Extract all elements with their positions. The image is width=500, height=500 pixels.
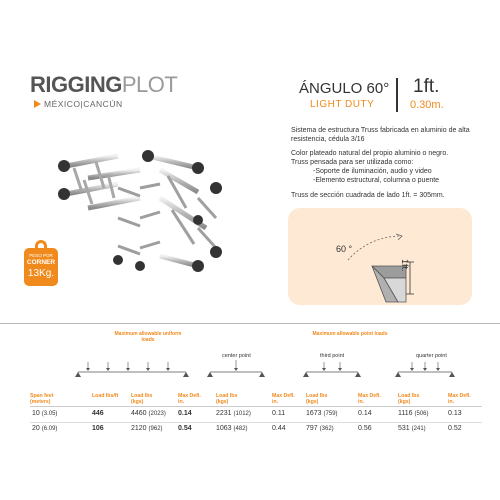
cell-c-load: 2231 (1012): [216, 410, 251, 417]
cell-c-defl: 0.44: [272, 425, 286, 432]
cell-span: 10: [32, 410, 40, 417]
truss-corner-image: [48, 148, 278, 288]
cell-u-ft: 106: [92, 425, 104, 432]
cell-u-kg: 4460 (2023): [131, 410, 166, 417]
cell-q-load: 531 (241): [398, 425, 426, 432]
point-loads-header: Maximum allowable point loads: [312, 331, 388, 337]
col-third-defl: Max Defl. in.: [358, 393, 381, 405]
center-point-label: center point: [222, 353, 251, 359]
title-divider: [396, 78, 398, 112]
size-feet: 1ft.: [413, 76, 440, 97]
col-center-load: Load lbs (kgs): [216, 393, 238, 405]
brand-name-a: RIGGING: [30, 72, 122, 97]
weight-line-a: PESO POR: [29, 253, 53, 258]
load-diagrams: [0, 340, 500, 380]
cell-t-defl: 0.56: [358, 425, 372, 432]
desc-p1: Sistema de estructura Truss fabricada en aluminio de alta resistencia, cédula 3/16: [291, 127, 470, 143]
play-icon: [34, 100, 41, 108]
col-quarter-defl: Max Defl. in.: [448, 393, 471, 405]
cell-u-kg: 2120 (962): [131, 425, 163, 432]
col-third-load: Load lbs (kgs): [306, 393, 328, 405]
col-uniform-defl: Max Defl. in.: [178, 393, 201, 405]
product-description: [291, 126, 471, 205]
cell-q-defl: 0.13: [448, 410, 462, 417]
desc-p2a: Color plateado natural del propio aluminio o negro.: [291, 150, 449, 157]
cell-c-defl: 0.11: [272, 410, 286, 417]
desc-p2c: -Soporte de iluminación, audio y video: [313, 168, 432, 175]
brand-name-b: PLOT: [121, 72, 178, 97]
cell-t-load: 1673 (759): [306, 410, 338, 417]
cell-span-m: (6.09): [41, 426, 58, 432]
weight-tag: [24, 238, 58, 288]
uniform-loads-header: Maximum allowable uniform loads: [114, 331, 182, 343]
angle-label: 60 °: [336, 244, 353, 254]
brand-subtitle: [34, 99, 123, 109]
third-point-label: third point: [320, 353, 345, 359]
product-title: ÁNGULO 60°: [299, 80, 390, 97]
weight-value: 13Kg.: [27, 268, 55, 279]
cell-t-load: 797 (362): [306, 425, 334, 432]
desc-p3: Truss de sección cuadrada de lado 1ft. = 305mm.: [291, 192, 445, 199]
cell-u-ft: 446: [92, 410, 104, 417]
header-rule: [30, 406, 482, 407]
col-uniform-load-ft: Load lbs/ft: [92, 393, 119, 399]
brand-logo: [30, 74, 177, 96]
col-span: Span feet (meters): [30, 393, 54, 405]
col-center-defl: Max Defl. in.: [272, 393, 295, 405]
col-uniform-load-kg: Load lbs (kgs): [131, 393, 153, 405]
quarter-point-label: quarter point: [416, 353, 447, 359]
col-quarter-load: Load lbs (kgs): [398, 393, 420, 405]
weight-line-b: CORNER: [26, 259, 56, 266]
product-subtitle: LIGHT DUTY: [310, 99, 375, 110]
cell-t-defl: 0.14: [358, 410, 372, 417]
desc-p2b: Truss pensada para ser utilizada como:: [291, 159, 414, 166]
size-meters: 0.30m.: [410, 99, 444, 111]
cell-span-m: (3.05): [41, 411, 58, 417]
table-row: [32, 425, 57, 432]
desc-p2d: -Elemento estructural, columna o puente: [313, 177, 440, 184]
cell-u-defl: 0.14: [178, 410, 192, 417]
cell-q-defl: 0.52: [448, 425, 462, 432]
row-rule: [30, 422, 482, 423]
cell-c-load: 1063 (482): [216, 425, 248, 432]
table-top-rule: [0, 323, 500, 324]
side-label: 1ft.: [400, 259, 410, 272]
brand-sub-text: MÉXICO|CANCÚN: [44, 99, 123, 109]
cell-span: 20: [32, 425, 40, 432]
angle-diagram: [288, 208, 472, 305]
table-row: [32, 410, 57, 417]
cell-u-defl: 0.54: [178, 425, 192, 432]
cell-q-load: 1116 (506): [398, 410, 429, 417]
